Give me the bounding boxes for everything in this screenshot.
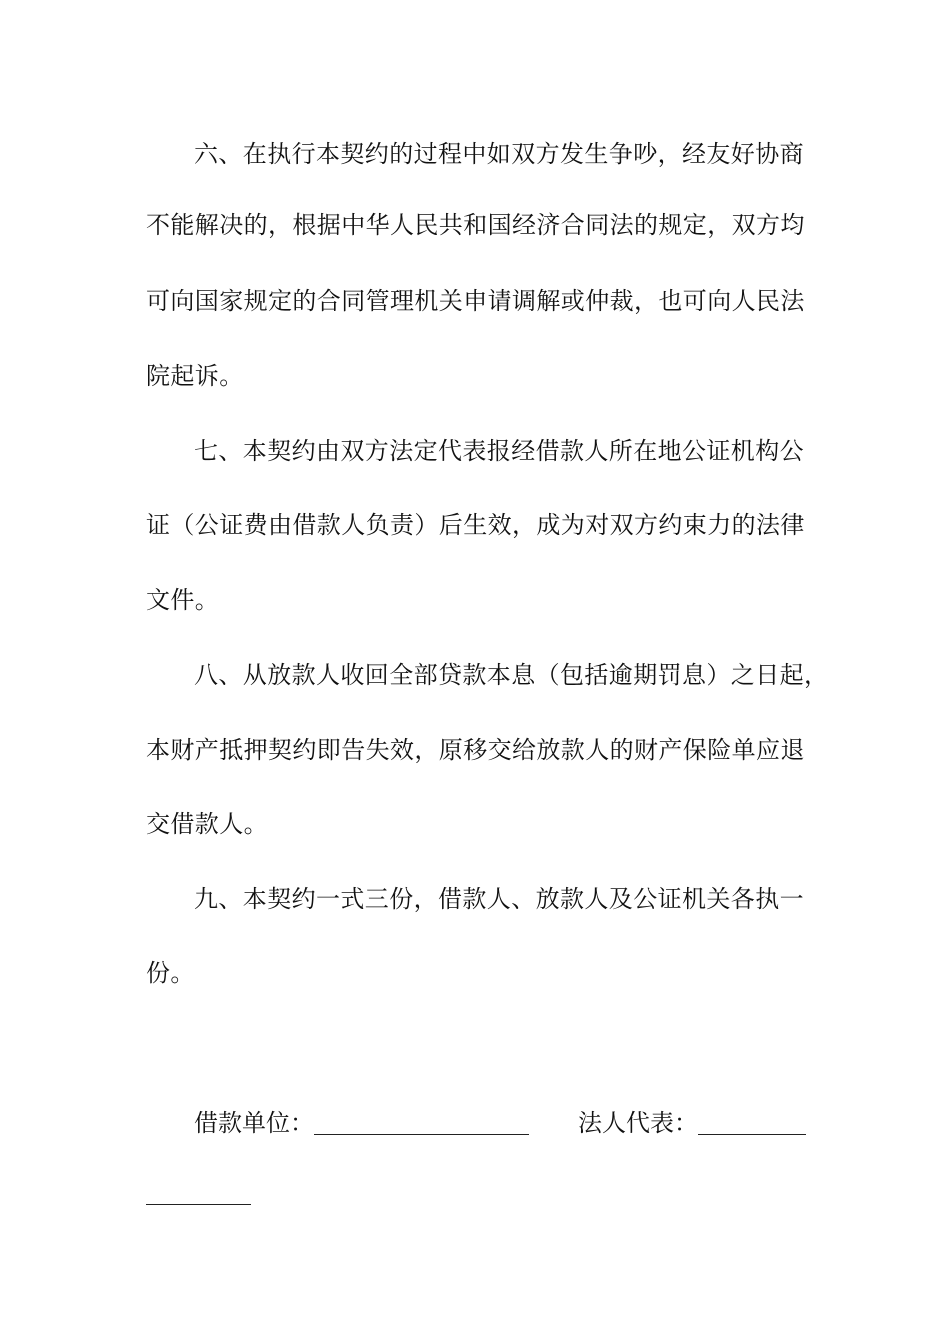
legal-rep-label: 法人代表： bbox=[578, 1109, 698, 1137]
borrower-label: 借款单位： bbox=[194, 1109, 314, 1137]
borrower-signature-blank[interactable] bbox=[314, 1134, 529, 1135]
signature-row bbox=[194, 1108, 814, 1144]
clause-7-line-3: 文件。 bbox=[146, 586, 220, 614]
clause-6-line-3: 可向国家规定的合同管理机关申请调解或仲裁，也可向人民法 bbox=[146, 287, 805, 315]
clause-8-line-2: 本财产抵押契约即告失效，原移交给放款人的财产保险单应退 bbox=[146, 736, 805, 764]
legal-rep-signature-blank-continued[interactable] bbox=[146, 1204, 251, 1205]
clause-8-line-3: 交借款人。 bbox=[146, 810, 268, 838]
clause-6-line-2: 不能解决的，根据中华人民共和国经济合同法的规定，双方均 bbox=[146, 211, 805, 239]
clause-9-line-1: 九、本契约一式三份，借款人、放款人及公证机关各执一 bbox=[194, 885, 804, 913]
clause-7-line-2: 证（公证费由借款人负责）后生效，成为对双方约束力的法律 bbox=[146, 511, 805, 539]
clause-6-line-4: 院起诉。 bbox=[146, 362, 244, 390]
legal-rep-signature-blank[interactable] bbox=[698, 1134, 806, 1135]
clause-9-line-2: 份。 bbox=[146, 959, 195, 987]
clause-7-line-1: 七、本契约由双方法定代表报经借款人所在地公证机构公 bbox=[194, 437, 804, 465]
clause-8-line-1: 八、从放款人收回全部贷款本息（包括逾期罚息）之日起， bbox=[194, 661, 829, 689]
clause-6-line-1: 六、在执行本契约的过程中如双方发生争吵，经友好协商 bbox=[194, 140, 804, 168]
